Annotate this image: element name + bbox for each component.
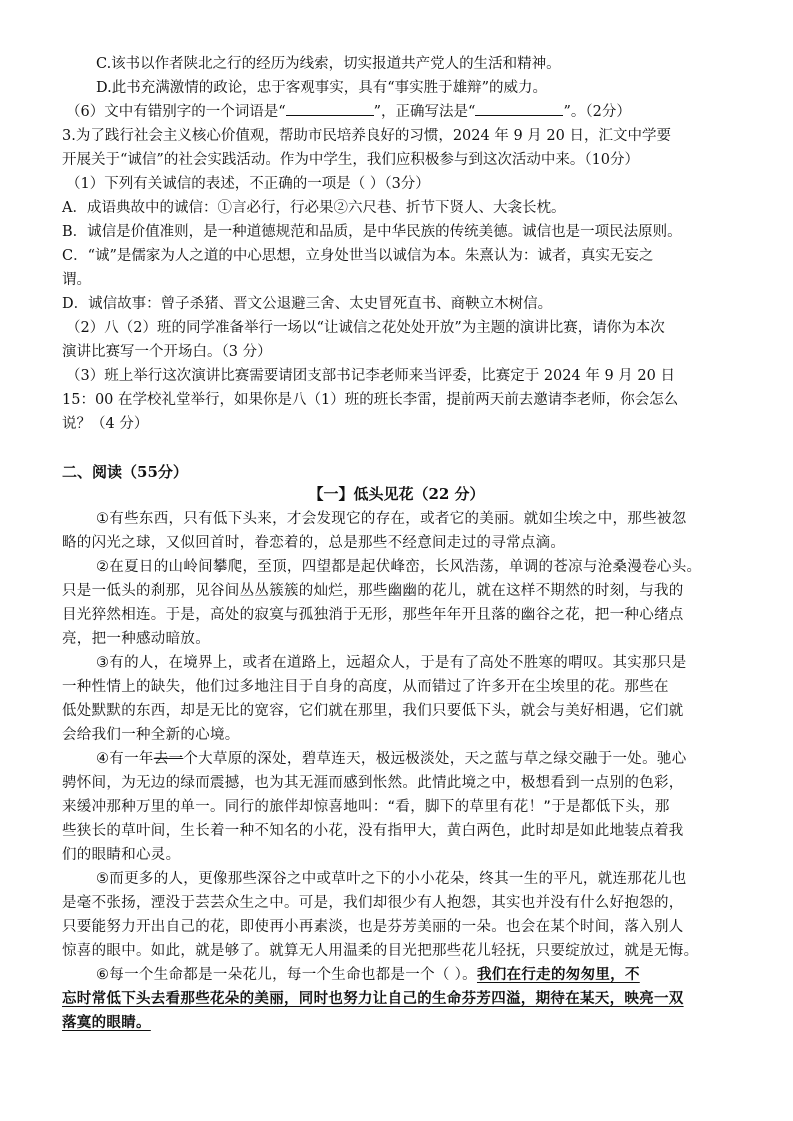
paragraph-2-line2: 只是一低头的刹那，见谷间丛丛簇簇的灿烂，那些幽幽的花儿，就在这样不期然的时刻，与我的 bbox=[62, 583, 684, 599]
struck-text: 去一 bbox=[153, 751, 184, 767]
option-c-book: C.该书以作者陕北之行的经历为线索，切实报道共产党人的生活和精神。 bbox=[96, 56, 561, 72]
paragraph-4-line5: 们的眼睛和心灵。 bbox=[62, 847, 181, 863]
paragraph-4-line1-end: 个大草原的深处，碧草连天，极远极淡处，天之蓝与草之绿交融于一处。驰心 bbox=[183, 751, 687, 767]
question-3-option-c-line1: C．“诚”是儒家为人之道的中心思想，立身处世当以诚信为本。朱熹认为：诚者，真实无妄之 bbox=[62, 248, 654, 264]
paragraph-3-line2: 一种性情上的缺失，他们过多地注目于自身的高度，从而错过了许多开在尘埃里的花。那些在 bbox=[62, 679, 669, 695]
paragraph-1-line1: ①有些东西，只有低下头来，才会发现它的存在，或者它的美丽。就如尘埃之中，那些被忽 bbox=[96, 511, 687, 527]
question-6 bbox=[66, 100, 746, 125]
paragraph-2-line3: 目光猝然相连。于是，高处的寂寞与孤独消于无形，那些年年开且落的幽谷之花，把一种心绪点 bbox=[62, 607, 684, 623]
question-6-text-a: （6）文中有错别字的一个词语是“ bbox=[66, 104, 286, 120]
question-3-option-b: B．诚信是价值准则，是一种道德规范和品质，是中华民族的传统美德。诚信也是一项民法原则。 bbox=[62, 224, 682, 240]
underlined-sentence-part3: 落寞的眼睛。 bbox=[62, 1015, 151, 1031]
question-3-sub2-line1: （2）八（2）班的同学准备举行一场以“让诚信之花处处开放”为主题的演讲比赛，请你为本次 bbox=[66, 320, 665, 336]
paragraph-4-line2: 骋怀间，为无边的绿而震撼，也为其无涯而感到怅然。此情此境之中，极想看到一点别的色彩， bbox=[62, 775, 684, 791]
paragraph-6-line3 bbox=[62, 1011, 742, 1036]
paragraph-5-line2: 是毫不张扬，湮没于芸芸众生之中。可是，我们却很少有人抱怨，其实也并没有什么好抱怨的， bbox=[62, 895, 684, 911]
underlined-sentence-part1: 我们在行走的匆匆里，不 bbox=[476, 967, 640, 983]
paragraph-5-line3: 只要能努力开出自己的花，即使再小再素淡，也是芬芳美丽的一朵。也会在某个时间，落入别人 bbox=[62, 919, 684, 935]
paragraph-6-line2 bbox=[62, 987, 742, 1012]
question-3-sub2-line2: 演讲比赛写一个开场白。（3 分） bbox=[62, 344, 272, 360]
paragraph-5-line4: 惊喜的眼中。如此，就是够了。就算无人用温柔的目光把那些花儿轻抚，只要绽放过，就是无悔。 bbox=[62, 943, 699, 959]
option-d-book: D.此书充满激情的政论，忠于客观事实，具有“事实胜于雄辩”的威力。 bbox=[96, 80, 548, 96]
answer-blank-wrong-word[interactable] bbox=[286, 101, 374, 116]
paragraph-4-line4: 些狭长的草叶间，生长着一种不知名的小花，没有指甲大，黄白两色，此时却是如此地装点着我 bbox=[62, 823, 684, 839]
question-3-sub3-line3: 说？（4 分） bbox=[62, 416, 149, 432]
question-3-option-d: D．诚信故事：曾子杀猪、晋文公退避三舍、太史冒死直书、商鞅立木树信。 bbox=[62, 296, 553, 312]
paragraph-5-line1: ⑤而更多的人，更像那些深谷之中或草叶之下的小小花朵，终其一生的平凡，就连那花儿也 bbox=[96, 871, 687, 887]
paragraph-3-line3: 低处默默的东西，却是无比的宽容，它们就在那里，我们只要低下头，就会与美好相遇，它们就 bbox=[62, 703, 684, 719]
section-title-reading: 二、阅读（55分） bbox=[62, 463, 188, 481]
paragraph-2-line1: ②在夏日的山岭间攀爬，至顶，四望都是起伏峰峦，长风浩荡，单调的苍凉与沧桑漫卷心头。 bbox=[96, 559, 702, 575]
underlined-sentence-part2: 忘时常低下头去看那些花朵的美丽，同时也努力让自己的生命芬芳四溢，期待在某天，映亮一双 bbox=[62, 991, 684, 1007]
paragraph-1-line2: 略的闪光之球，又似回首时，眷恋着的，总是那些不经意间走过的寻常点滴。 bbox=[62, 535, 566, 551]
question-3-option-a: A．成语典故中的诚信：①言必行，行必果②六尺巷、折节下贤人、大衾长枕。 bbox=[62, 200, 566, 216]
paragraph-3-line4: 会给我们一种全新的心境。 bbox=[62, 727, 240, 743]
paragraph-4-line1 bbox=[96, 747, 776, 772]
question-3-intro-line2: 开展关于“诚信”的社会实践活动。作为中学生，我们应积极参与到这次活动中来。（10分） bbox=[62, 152, 640, 168]
question-3-option-c-line2: 谓。 bbox=[62, 272, 91, 288]
paragraph-6-line1 bbox=[96, 963, 776, 988]
paragraph-3-line1: ③有的人，在境界上，或者在道路上，远超众人，于是有了高处不胜寒的喟叹。其实那只是 bbox=[96, 655, 687, 671]
paragraph-4-line3: 来缓冲那种万里的单一。同行的旅伴却惊喜地叫：“看，脚下的草里有花！”于是都低下头，那 bbox=[62, 799, 670, 815]
question-3-intro-line1: 3.为了践行社会主义核心价值观，帮助市民培养良好的习惯，2024 年 9 月 20 日，汇文中学要 bbox=[62, 128, 671, 144]
article-title: 【一】低头见花（22 分） bbox=[308, 485, 485, 503]
paragraph-2-line4: 亮，把一种感动暗放。 bbox=[62, 631, 210, 647]
paragraph-4-line1-start: ④有一年 bbox=[96, 751, 154, 767]
question-3-sub3-line2: 15：00 在学校礼堂举行，如果你是八（1）班的班长李雷，提前两天前去邀请李老师，你会怎么 bbox=[62, 392, 679, 408]
question-3-sub1: （1）下列有关诚信的表述，不正确的一项是（ ）（3分） bbox=[66, 176, 430, 192]
answer-blank-correct-word[interactable] bbox=[475, 101, 563, 116]
paragraph-6-line1-start: ⑥每一个生命都是一朵花儿，每一个生命也都是一个（ ）。 bbox=[96, 967, 477, 983]
question-6-text-c: ”。（2分） bbox=[563, 104, 631, 120]
question-6-text-b: ”，正确写法是“ bbox=[373, 104, 476, 120]
question-3-sub3-line1: （3）班上举行这次演讲比赛需要请团支部书记李老师来当评委，比赛定于 2024 年 9 月 20 日 bbox=[66, 368, 675, 384]
